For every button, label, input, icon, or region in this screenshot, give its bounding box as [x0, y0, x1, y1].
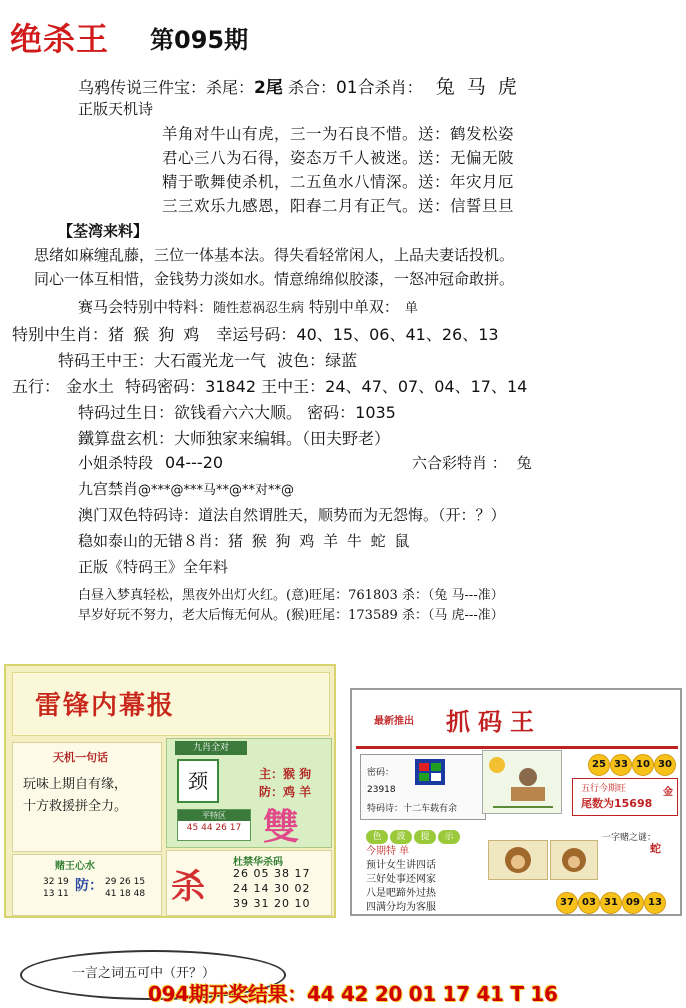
kill-tail: 2尾 [254, 78, 283, 98]
shuang-char: 雙 [263, 807, 300, 848]
wuxing-label: 五行： [12, 377, 61, 396]
monkey-image-2 [550, 840, 598, 880]
liuhe-label: 六合彩特肖 ： [412, 454, 507, 472]
miss-value: 04---20 [165, 453, 224, 472]
kill-combo-label: 杀合： [287, 78, 336, 97]
annual-label: 正版《特码王》全年料 [78, 558, 229, 576]
taishan-value: 猪 猴 狗 鸡 羊 牛 蛇 鼠 [228, 532, 412, 550]
heart-numbers: 41 18 48 [105, 889, 146, 899]
zhuama-subtitle: 最新推出 [374, 716, 414, 727]
number-ball: 30 [654, 754, 676, 776]
iron-line [78, 426, 390, 449]
rp-line: 八是吧蹄外过热 [366, 888, 436, 899]
color-tags [366, 824, 462, 844]
number-ball: 03 [578, 892, 600, 914]
zodiac-label: 特别中生肖： [12, 325, 109, 344]
kill-zodiac: 兔 马 虎 [435, 76, 520, 98]
tag: 色 [366, 830, 388, 844]
horse-line [78, 296, 418, 317]
slogan-line: 玩味上期自有缘， [23, 777, 128, 792]
wuxing-value: 金水土 [66, 377, 115, 396]
lucky-numbers: 40、15、06、41、26、13 [296, 325, 499, 344]
rp-line: 三好处事还网家 [366, 874, 436, 885]
five-elements-gold: 金 [663, 787, 673, 798]
iron-label: 鐵算盘玄机： [78, 429, 175, 448]
logo-icon [415, 759, 445, 785]
lucky-label: 幸运号码： [216, 325, 297, 344]
liuhe-value: 兔 [516, 454, 532, 472]
password-value: 1035 [355, 403, 396, 422]
monkey-image [488, 840, 548, 880]
king-label: 特码王中王： [58, 351, 155, 370]
iron-value: 大师独家来编辑。（田夫野老） [174, 429, 391, 448]
single-value: 单 [404, 301, 418, 316]
zodiac-main: 主：猴 狗 [259, 767, 312, 781]
birthday-value: 欲钱看六六大顺。 [174, 403, 303, 422]
macau-line [78, 504, 506, 525]
source-label: 【荃湾来料】 [58, 222, 149, 240]
zhuama-title: 抓码王 [446, 707, 542, 736]
heart-numbers: 32 19 [43, 877, 69, 887]
number-ball: 25 [588, 754, 610, 776]
password-label: 密码： [307, 403, 356, 422]
number-ball: 09 [622, 892, 644, 914]
king-of-kings-value: 24、47、07、04、17、14 [325, 377, 528, 396]
three-treasures-label: 乌鸦传说三件宝：杀尾： [78, 78, 255, 97]
poem-line: 三三欢乐九感恩，阳春二月有正气。送：信誓旦旦 [162, 197, 515, 215]
source-line: 同心一体互相惜，金钱势力淡如水。情意绵绵似胶漆，一怒冲冠命敢拼。 [34, 270, 515, 288]
zodiac-header: 九肖全对 [175, 741, 247, 755]
birthday-label: 特码过生日： [78, 403, 175, 422]
secret-label: 特码密码： [125, 377, 206, 396]
kill-zodiac-label: 杀肖： [374, 78, 423, 97]
miss-line [78, 452, 223, 473]
macau-value: 道法自然谓胜天，顺势而为无怨悔。（开：？） [198, 506, 506, 524]
leifeng-header [12, 672, 330, 736]
number-ball: 10 [632, 754, 654, 776]
small-line: 白昼入梦真轻松，黑夜外出灯火红。(意)旺尾：761803 杀：（兔 马---准） [78, 588, 504, 603]
cartoon-image [482, 750, 562, 814]
flat-special-box [177, 809, 251, 841]
rp-line: 四满分均为客服 [366, 902, 436, 913]
tag: 提 [414, 830, 436, 844]
macau-label: 澳门双色特码诗： [78, 506, 199, 524]
monkey-icon [551, 841, 597, 879]
leifeng-panel [4, 664, 336, 918]
number-ball: 31 [600, 892, 622, 914]
password-value: 23918 [367, 785, 396, 795]
king-line [58, 348, 357, 371]
slogan-box [12, 742, 162, 852]
poem-line: 君心三八为石得，姿态万千人被迷。送：无偏无陂 [162, 149, 515, 167]
flat-special-numbers: 45 44 26 17 [186, 823, 242, 833]
liuhe-line [412, 452, 532, 473]
secret-value: 31842 [205, 377, 257, 396]
password-label: 密码： [367, 768, 395, 778]
flat-special-header: 平特区 [178, 810, 250, 821]
miss-label: 小姐杀特段 [78, 454, 154, 472]
poem-label: 正版天机诗 [78, 100, 154, 118]
taishan-label: 稳如泰山的无错８肖： [78, 532, 229, 550]
rp-line: 预计女生讲四话 [366, 860, 436, 871]
slogan-line: 十方救援拼全力。 [23, 799, 128, 814]
poem-line: 精于歌舞使杀机，二五鱼水八情深。送：年灾月厄 [162, 173, 515, 191]
leifeng-title: 雷锋内幕报 [35, 691, 176, 721]
tag: 示 [438, 830, 460, 844]
kill-code-row: 39 31 20 10 [233, 897, 311, 910]
birthday-line [78, 400, 396, 423]
wave-label: 波色： [277, 351, 326, 370]
horse-label: 赛马会特别中特料： [78, 298, 214, 316]
issue-number: 第095期 [150, 26, 249, 54]
source-line: 思绪如麻缠乱藤，三位一体基本法。得失看轻常闲人，上品夫妻话投机。 [34, 246, 515, 264]
number-ball: 33 [610, 754, 632, 776]
kill-code-row: 24 14 30 02 [233, 882, 311, 895]
jiugong-line [78, 478, 294, 499]
heart-title: 赌王心水 [55, 861, 95, 872]
kill-code-row: 26 05 38 17 [233, 867, 311, 880]
zodiac-line [12, 322, 499, 345]
kill-code-box [166, 850, 332, 916]
king-value: 大石霞光龙一气 [154, 351, 267, 370]
horse-value: 随性惹祸忍生病 [213, 301, 305, 316]
three-treasures-line [78, 72, 520, 99]
guard-label: 防： [75, 878, 103, 894]
number-ball: 13 [644, 892, 666, 914]
riddle-label: 一字赌之谜： [602, 833, 657, 843]
kill-code-title: 杜禁华杀码 [233, 857, 283, 868]
rp-line: 今期特 单 [366, 846, 410, 857]
zhuama-panel [350, 688, 682, 916]
draw-result: 094期开奖结果：44 42 20 01 17 41 T 16 [148, 982, 558, 1006]
cartoon-icon [483, 751, 561, 813]
zodiac-char: 颈 [177, 759, 219, 803]
wuxing-line [12, 374, 527, 397]
tag: 波 [390, 830, 412, 844]
slogan-title: 天机一句话 [53, 751, 108, 764]
heart-numbers: 29 26 15 [105, 877, 146, 887]
five-elements-title: 五行今期旺 [581, 784, 627, 794]
page-title: 绝杀王 [10, 20, 110, 58]
special-poem: 特码诗：十二车载有余 [367, 804, 458, 814]
number-ball: 37 [556, 892, 578, 914]
zodiac-guard: 防：鸡 羊 [259, 785, 312, 799]
jiugong-label: 九宫禁肖 [78, 480, 139, 498]
small-line: 早岁好玩不努力，老大后悔无何从。(猴)旺尾：173589 杀：（马 虎---准） [78, 608, 504, 623]
zodiac-box [166, 738, 332, 848]
wave-value: 绿蓝 [325, 351, 358, 370]
monkey-icon [489, 841, 547, 879]
five-elements-value: 尾数为15698 [581, 797, 653, 810]
zhuama-header [356, 694, 678, 749]
kill-char: 杀 [171, 867, 205, 907]
zodiac-value: 猪 猴 狗 鸡 [108, 325, 202, 344]
heart-numbers: 13 11 [43, 889, 69, 899]
five-elements-box [572, 778, 678, 816]
password-box [360, 754, 486, 820]
king-of-kings-label: 王中王： [261, 377, 326, 396]
gambler-heart-box [12, 854, 162, 916]
jiugong-value: @***@***马**@**对**@ [138, 483, 295, 498]
single-label: 特别中单双： [308, 298, 399, 316]
kill-combo: 01合 [335, 78, 375, 98]
cloud-text: 一言之词五可中（开？） [72, 966, 216, 981]
taishan-line [78, 530, 411, 551]
poem-line: 羊角对牛山有虎，三一为石良不惜。送：鹤发松姿 [162, 125, 515, 143]
riddle-value: 蛇 [650, 842, 661, 855]
